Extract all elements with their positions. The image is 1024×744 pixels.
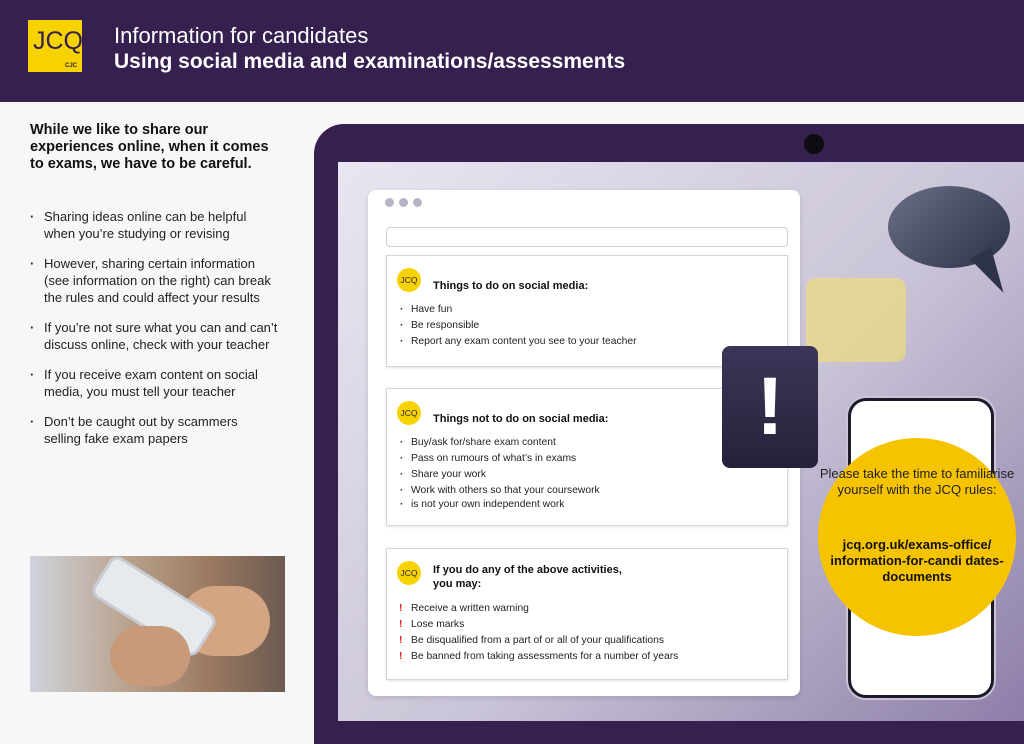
dont-card-title: Things not to do on social media: (433, 413, 609, 425)
header-banner (0, 0, 1024, 102)
tip-item: · If you’re not sure what you can and can’t discuss online, check with your teacher (28, 319, 278, 353)
jcq-badge-icon: JCQ (397, 268, 421, 292)
dont-list (397, 435, 600, 511)
intro-text: While we like to share our experiences online, when it comes to exams, we have to be careful. (30, 122, 269, 172)
list-item: · Have fun (397, 302, 637, 318)
do-list (397, 302, 637, 350)
image-icon (806, 278, 906, 362)
list-item: · Report any exam content you see to your teacher (397, 334, 637, 350)
callout-link[interactable]: jcq.org.uk/exams-office/ information-for-candi dates-documents (830, 537, 1004, 584)
list-item: ! Be banned from taking assessments for a number of years (397, 649, 678, 665)
exclamation-icon: ! (722, 346, 818, 468)
consequences-list (397, 601, 678, 665)
list-item: · Share your work (397, 467, 600, 483)
list-item: ! Be disqualified from a part of or all of your qualifications (397, 633, 678, 649)
consequences-card-title: If you do any of the above activities, you may: (433, 564, 622, 590)
list-item: ! Lose marks (397, 617, 678, 633)
list-item: ! Receive a written warning (397, 601, 678, 617)
address-bar (386, 227, 788, 247)
tip-item: · Sharing ideas online can be helpful when you’re studying or revising (28, 208, 278, 242)
list-item: · Pass on rumours of what’s in exams (397, 451, 600, 467)
callout-circle (818, 438, 1016, 636)
window-dot-icon (399, 198, 408, 207)
list-item: · Buy/ask for/share exam content (397, 435, 600, 451)
list-item: · Be responsible (397, 318, 637, 334)
tips-list (28, 208, 278, 460)
window-dot-icon (413, 198, 422, 207)
tip-item: · Don’t be caught out by scammers selling fake exam papers (28, 413, 278, 447)
do-card-title: Things to do on social media: (433, 280, 589, 292)
phone-photo (30, 556, 285, 692)
callout-text: Please take the time to familiarise yourself with the JCQ rules: (819, 466, 1015, 497)
list-item: · Work with others so that your coursework (397, 483, 600, 499)
page-subtitle: Information for candidates (114, 23, 369, 48)
jcq-badge-icon: JCQ (397, 561, 421, 585)
jcq-logo (28, 20, 82, 72)
list-item-continued: · is not your own independent work (397, 499, 600, 511)
logo-text: JCQ (33, 27, 83, 55)
tip-item: · However, sharing certain information (see information on the right) can break the rules and could affect your results (28, 255, 278, 306)
tip-item: · If you receive exam content on social media, you must tell your teacher (28, 366, 278, 400)
consequences-card (386, 548, 788, 680)
page-title: Using social media and examinations/assessments (114, 50, 626, 73)
hand-shape (110, 626, 190, 686)
jcq-badge-icon: JCQ (397, 401, 421, 425)
window-dot-icon (385, 198, 394, 207)
webcam-icon (804, 134, 824, 154)
logo-subtext: CJC (64, 63, 77, 69)
